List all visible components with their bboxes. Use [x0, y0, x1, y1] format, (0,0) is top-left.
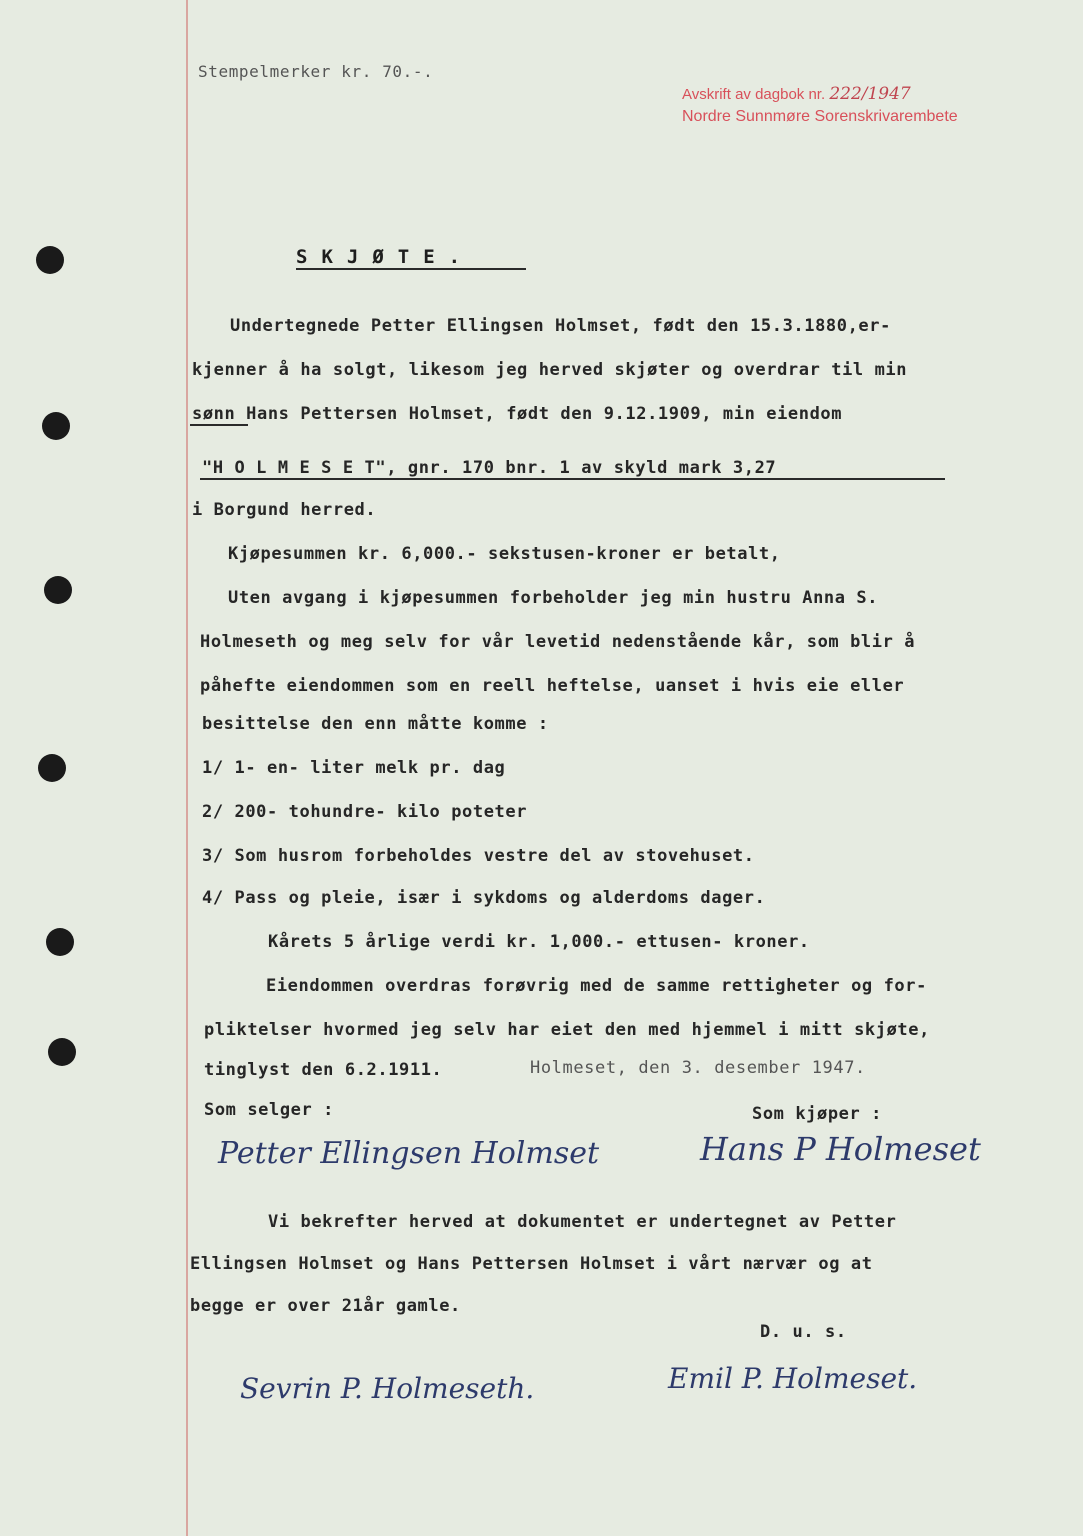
buyer-signature: Hans P Holmeset — [700, 1130, 981, 1168]
property-line: "H O L M E S E T", gnr. 170 bnr. 1 av skyld mark 3,27 — [202, 458, 777, 478]
registration-stamp-line1 — [682, 84, 911, 104]
place-date: Holmeset, den 3. desember 1947. — [530, 1058, 866, 1078]
registration-stamp-line2: Nordre Sunnmøre Sorenskrivarembete — [682, 108, 958, 125]
underline-mark — [190, 424, 248, 426]
witness-line: Vi bekrefter herved at dokumentet er undertegnet av Petter — [268, 1212, 897, 1232]
stamp-prefix: Avskrift av dagbok nr. — [682, 86, 826, 103]
punch-hole — [48, 1038, 76, 1066]
document-title: SKJØTE. — [296, 246, 475, 268]
body-line: pliktelser hvormed jeg selv har eiet den med hjemmel i mitt skjøte, — [204, 1020, 930, 1040]
body-line: Eiendommen overdras forøvrig med de samme rettigheter og for- — [266, 976, 927, 996]
list-item: 1/ 1- en- liter melk pr. dag — [202, 758, 506, 778]
body-line: tinglyst den 6.2.1911. — [204, 1060, 443, 1080]
seller-signature: Petter Ellingsen Holmset — [218, 1136, 600, 1171]
body-line: Holmeseth og meg selv for vår levetid nedenstående kår, som blir å — [200, 632, 916, 652]
list-item: 3/ Som husrom forbeholdes vestre del av stovehuset. — [202, 846, 755, 866]
body-line: i Borgund herred. — [192, 500, 377, 520]
punch-hole — [46, 928, 74, 956]
body-line: påhefte eiendommen som en reell heftelse, uanset i hvis eie eller — [200, 676, 905, 696]
body-line: Kårets 5 årlige verdi kr. 1,000.- ettusen- kroner. — [268, 932, 810, 952]
punch-hole — [44, 576, 72, 604]
witness-signature-2: Emil P. Holmeset. — [668, 1362, 918, 1395]
seller-label: Som selger : — [204, 1100, 335, 1120]
title-underline — [296, 268, 526, 270]
margin-line — [186, 0, 188, 1536]
list-item: 4/ Pass og pleie, især i sykdoms og alderdoms dager. — [202, 888, 766, 908]
closing-abbreviation: D. u. s. — [760, 1322, 847, 1342]
witness-signature-1: Sevrin P. Holmeseth. — [240, 1372, 535, 1405]
punch-hole — [42, 412, 70, 440]
property-underline — [200, 478, 945, 480]
stamp-duty-note: Stempelmerker kr. 70.-. — [198, 62, 434, 81]
body-line: sønn Hans Pettersen Holmset, født den 9.12.1909, min eiendom — [192, 404, 843, 424]
stamp-journal-number: 222/1947 — [829, 84, 911, 104]
list-item: 2/ 200- tohundre- kilo poteter — [202, 802, 528, 822]
buyer-label: Som kjøper : — [752, 1104, 883, 1124]
body-line: Uten avgang i kjøpesummen forbeholder jeg min hustru Anna S. — [228, 588, 879, 608]
punch-hole — [36, 246, 64, 274]
body-line: besittelse den enn måtte komme : — [202, 714, 549, 734]
punch-hole — [38, 754, 66, 782]
body-line: Kjøpesummen kr. 6,000.- sekstusen-kroner er betalt, — [228, 544, 781, 564]
witness-line: begge er over 21år gamle. — [190, 1296, 461, 1316]
body-line: Undertegnede Petter Ellingsen Holmset, født den 15.3.1880,er- — [230, 316, 891, 336]
body-line: kjenner å ha solgt, likesom jeg herved skjøter og overdrar til min — [192, 360, 908, 380]
witness-line: Ellingsen Holmset og Hans Pettersen Holmset i vårt nærvær og at — [190, 1254, 873, 1274]
